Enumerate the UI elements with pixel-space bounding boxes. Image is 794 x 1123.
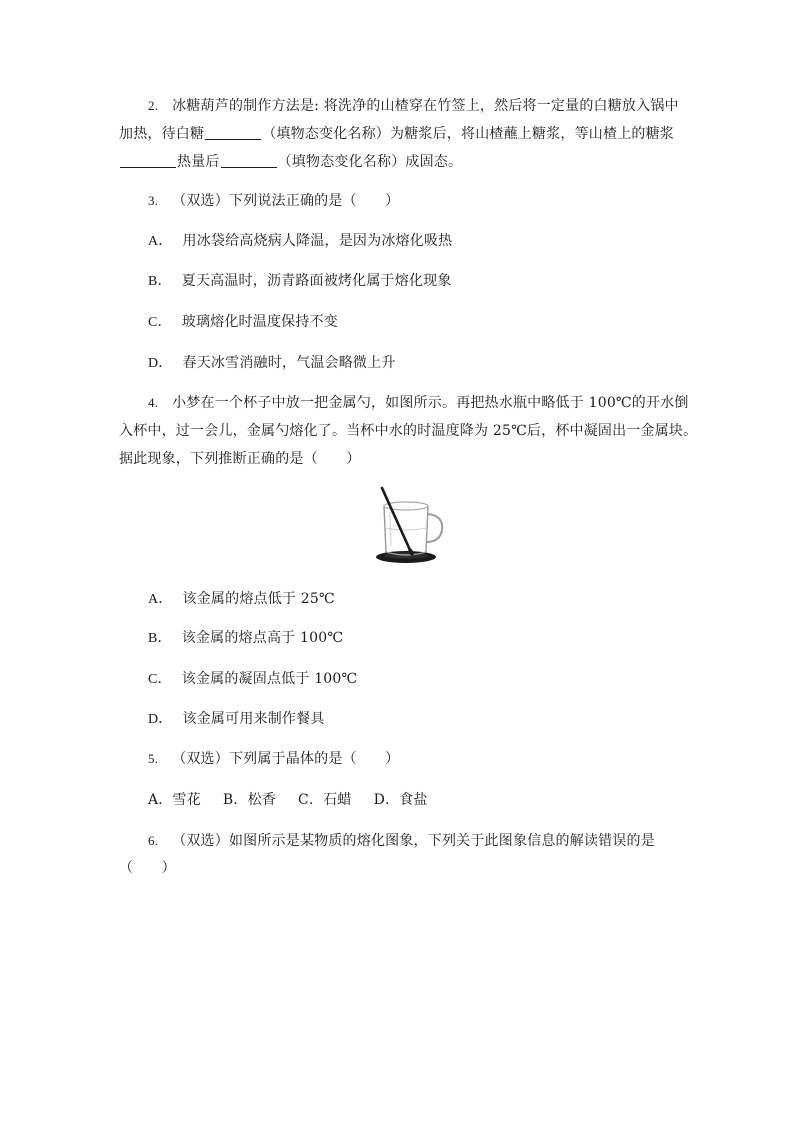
q2-text-1: 冰糖葫芦的制作方法是: 将洗净的山楂穿在竹签上，然后将一定量的白糖放入锅中 (172, 98, 679, 114)
q3-option-a-text: 用冰袋给高烧病人降温，是因为冰熔化吸热 (182, 233, 453, 249)
q3-option-d-text: 春天冰雪消融时，气温会略微上升 (182, 355, 396, 371)
q5-option-c-text: 石蜡 (323, 792, 352, 808)
q2-text-2b: （填物态变化名称）为糖浆后，将山楂蘸上糖浆，等山楂上的糖浆 (262, 126, 675, 142)
q5-option-d (374, 792, 428, 808)
q2-blank-1 (205, 125, 261, 140)
q5-stem-text: （双选）下列属于晶体的是（ ） (172, 751, 400, 767)
q4-option-a-text: 该金属的熔点低于 25℃ (182, 591, 335, 607)
q4-option-b-letter: B． (148, 631, 172, 646)
q3-option-b (148, 271, 452, 292)
q4-option-c-text: 该金属的凝固点低于 100℃ (181, 671, 358, 687)
q6-text-2: （ ） (119, 860, 176, 876)
q6-text-1: （双选）如图所示是某物质的熔化图象，下列关于此图象信息的解读错误的是 (172, 833, 655, 849)
q4-line-3 (119, 449, 360, 469)
q2-number: 2. (148, 98, 159, 113)
q3-stem-text: （双选）下列说法正确的是（ ） (172, 193, 400, 209)
q4-number: 4. (148, 395, 159, 410)
q3-option-c-letter: C． (148, 315, 172, 330)
q5-option-b-letter: B． (222, 792, 248, 808)
q5-option-a-letter: A． (148, 792, 173, 808)
q3-option-a-letter: A． (148, 234, 173, 249)
q5-option-a-text: 雪花 (172, 792, 201, 808)
q5-option-b-text: 松香 (247, 792, 277, 808)
q4-text-3: 据此现象，下列推断正确的是（ ） (119, 451, 361, 467)
q3-option-d-letter: D． (148, 356, 173, 371)
q3-number: 3. (148, 193, 159, 208)
q4-option-d-letter: D． (148, 712, 173, 727)
q5-option-d-text: 食盐 (399, 792, 428, 808)
q4-option-b-text: 该金属的熔点高于 100℃ (181, 630, 344, 646)
q5-option-c-letter: C． (298, 792, 324, 808)
q5-options (148, 790, 428, 810)
q4-option-b (148, 628, 343, 649)
q4-option-d (148, 709, 325, 730)
q5-option-c (298, 792, 352, 808)
q5-option-b (223, 792, 276, 808)
q5-option-a (148, 792, 201, 808)
q5-number: 5. (148, 751, 159, 766)
q3-option-b-text: 夏天高温时，沥青路面被烤化属于熔化现象 (181, 273, 452, 289)
q2-text-3b: （填物态变化名称）成固态。 (277, 154, 463, 170)
q2-blank-2 (120, 153, 176, 168)
q4-option-c (148, 669, 357, 690)
q5-stem (148, 749, 399, 769)
cup-with-spoon-icon (372, 486, 452, 566)
q3-option-d (148, 353, 396, 374)
q3-stem (148, 191, 399, 211)
q4-option-a-letter: A． (148, 592, 173, 607)
q2-text-3a: 热量后 (177, 154, 220, 170)
q6-number: 6. (148, 833, 159, 848)
q3-option-a (148, 231, 452, 252)
q4-line-2 (119, 421, 697, 441)
q6-line-1 (148, 831, 655, 851)
q2-line-1 (148, 96, 679, 116)
q3-option-b-letter: B． (148, 274, 172, 289)
q3-option-c-text: 玻璃熔化时温度保持不变 (181, 314, 338, 330)
q2-line-3 (119, 152, 462, 172)
q5-option-d-letter: D． (373, 792, 400, 808)
q4-line-1 (148, 393, 689, 413)
q4-option-d-text: 该金属可用来制作餐具 (182, 711, 325, 727)
q4-text-2: 入杯中，过一会儿，金属勺熔化了。当杯中水的时温度降为 25℃后，杯中凝固出一金属块。 (119, 423, 698, 439)
q4-text-1: 小梦在一个杯子中放一把金属勺，如图所示。再把热水瓶中略低于 100℃的开水倒 (172, 395, 689, 411)
q3-option-c (148, 312, 338, 333)
q4-option-a (148, 589, 335, 610)
q2-line-2 (119, 124, 674, 144)
q2-text-2a: 加热，待白糖 (119, 126, 205, 142)
q2-blank-3 (221, 153, 277, 168)
q6-line-2 (119, 858, 176, 878)
q4-option-c-letter: C． (148, 672, 172, 687)
